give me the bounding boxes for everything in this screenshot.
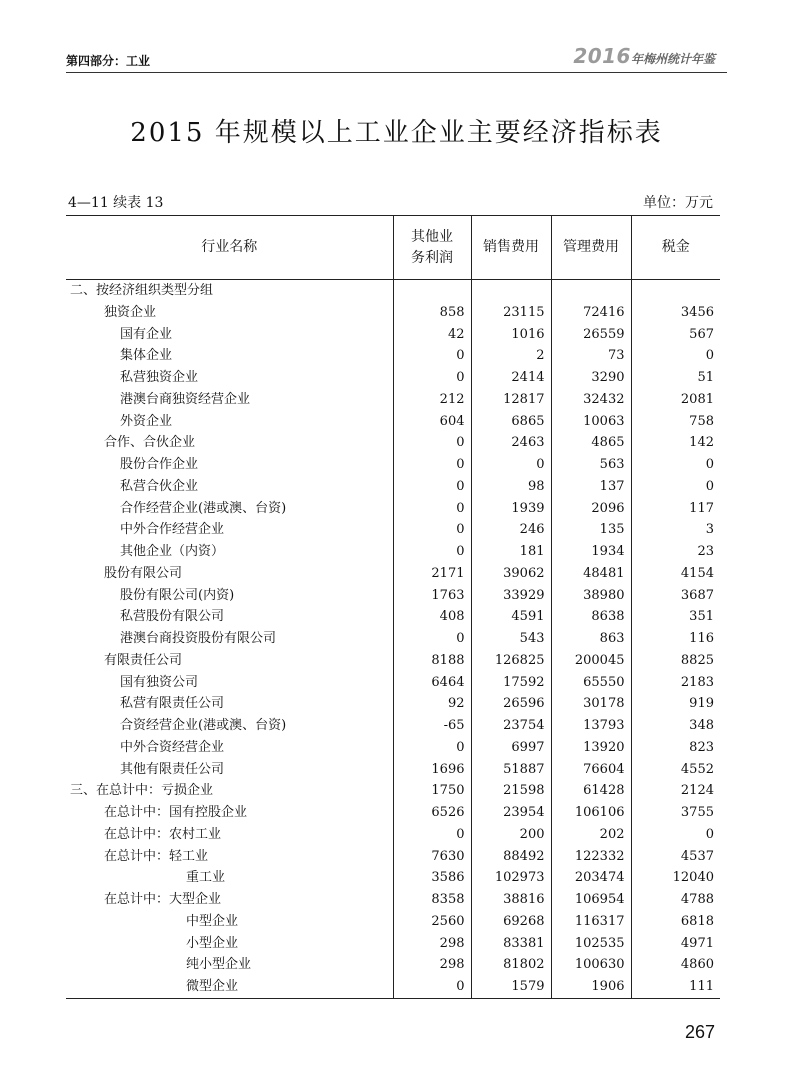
cell-tax: 3687 [631,585,720,607]
row-name: 微型企业 [66,976,393,998]
row-name: 私营股份有限公司 [120,609,225,625]
table-row [66,737,720,759]
row-name: 外资企业 [120,413,173,429]
cell-mgmt-cost: 1906 [551,976,631,998]
header-divider [66,72,727,73]
cell-sales-cost: 1579 [471,976,551,998]
table-row [66,759,720,781]
cell-other-profit: 858 [393,302,471,324]
table-row [66,911,720,933]
cell-mgmt-cost: 8638 [551,606,631,628]
cell-sales-cost: 1016 [471,324,551,346]
cell-other-profit [393,280,471,302]
cell-sales-cost: 39062 [471,563,551,585]
cell-sales-cost: 33929 [471,585,551,607]
cell-other-profit: 8188 [393,650,471,672]
cell-other-profit: 298 [393,954,471,976]
row-name: 纯小型企业 [186,957,252,973]
table-row [66,715,720,737]
cell-sales-cost: 17592 [471,672,551,694]
cell-sales-cost: 98 [471,476,551,498]
cell-tax: 116 [631,628,720,650]
row-name: 在总计中：大型企业 [104,892,222,907]
cell-mgmt-cost: 1934 [551,541,631,563]
row-name: 其他企业（内资） [120,544,225,559]
col-header-mgmt-cost: 管理费用 [551,216,631,280]
cell-sales-cost: 69268 [471,911,551,933]
table-row [66,606,720,628]
cell-mgmt-cost: 3290 [551,367,631,389]
table-body [66,280,720,999]
cell-sales-cost: 23954 [471,802,551,824]
cell-mgmt-cost: 137 [551,476,631,498]
cell-sales-cost: 88492 [471,846,551,868]
table-row [66,498,720,520]
cell-tax: 4552 [631,759,720,781]
cell-other-profit: 0 [393,498,471,520]
cell-other-profit: 0 [393,432,471,454]
row-name: 集体企业 [120,348,173,364]
row-name: 在总计中：国有控股企业 [104,805,248,820]
cell-other-profit: 0 [393,628,471,650]
cell-tax: 0 [631,345,720,367]
row-name: 股份有限公司(内资) [120,587,235,603]
cell-sales-cost: 2463 [471,432,551,454]
table-row [66,389,720,411]
row-name: 在总计中：农村工业 [104,826,222,842]
row-name: 股份合作企业 [120,457,199,472]
cell-sales-cost: 6865 [471,411,551,433]
cell-mgmt-cost: 100630 [551,954,631,976]
table-row [66,650,720,672]
cell-sales-cost: 6997 [471,737,551,759]
row-name: 中外合作经营企业 [120,522,225,538]
row-name: 三、在总计中：亏损企业 [70,783,214,799]
cell-sales-cost [471,280,551,302]
cell-other-profit: 408 [393,606,471,628]
row-name: 有限责任公司 [104,652,183,668]
cell-sales-cost: 0 [471,454,551,476]
cell-other-profit: 0 [393,454,471,476]
table-row [66,976,720,998]
cell-other-profit: 0 [393,345,471,367]
section-header: 第四部分：工业 [66,54,151,68]
cell-sales-cost: 200 [471,824,551,846]
cell-tax: 351 [631,606,720,628]
cell-mgmt-cost: 102535 [551,933,631,955]
cell-tax: 758 [631,411,720,433]
row-name: 其他有限责任公司 [120,761,225,777]
cell-sales-cost: 4591 [471,606,551,628]
cell-sales-cost: 181 [471,541,551,563]
col-header-name: 行业名称 [66,216,393,280]
cell-mgmt-cost [551,280,631,302]
cell-other-profit: 0 [393,976,471,998]
table-row [66,867,720,889]
cell-mgmt-cost: 135 [551,519,631,541]
row-name: 中型企业 [186,913,239,929]
cell-tax: 8825 [631,650,720,672]
row-name: 合资经营企业(港或澳、台资) [120,718,287,733]
row-name: 合作经营企业(港或澳、台资) [120,500,287,516]
cell-other-profit: 1763 [393,585,471,607]
cell-sales-cost: 1939 [471,498,551,520]
cell-tax: 51 [631,367,720,389]
cell-mgmt-cost: 106954 [551,889,631,911]
cell-sales-cost: 21598 [471,780,551,802]
yearbook-year: 2016 [573,44,631,68]
cell-other-profit: 0 [393,476,471,498]
cell-tax: 0 [631,454,720,476]
table-row [66,933,720,955]
cell-mgmt-cost: 13793 [551,715,631,737]
table-row [66,780,720,802]
cell-sales-cost: 83381 [471,933,551,955]
cell-mgmt-cost: 202 [551,824,631,846]
table-row [66,889,720,911]
cell-other-profit: 8358 [393,889,471,911]
cell-tax: 567 [631,324,720,346]
cell-mgmt-cost: 61428 [551,780,631,802]
cell-other-profit: 1750 [393,780,471,802]
table-row [66,954,720,976]
cell-sales-cost: 246 [471,519,551,541]
cell-sales-cost: 2414 [471,367,551,389]
cell-mgmt-cost: 563 [551,454,631,476]
table-row [66,541,720,563]
cell-tax: 2124 [631,780,720,802]
cell-mgmt-cost: 76604 [551,759,631,781]
cell-mgmt-cost: 32432 [551,389,631,411]
yearbook-header [573,44,715,68]
col-header-sales-cost: 销售费用 [471,216,551,280]
cell-sales-cost: 2 [471,345,551,367]
table-row [66,367,720,389]
row-name: 合作、合伙企业 [104,435,196,451]
cell-mgmt-cost: 4865 [551,432,631,454]
cell-tax: 12040 [631,867,720,889]
table-header [66,216,720,280]
page-title: 2015 年规模以上工业企业主要经济指标表 [130,118,663,148]
table-row [66,802,720,824]
cell-tax: 0 [631,824,720,846]
cell-other-profit: 212 [393,389,471,411]
table-row [66,302,720,324]
cell-sales-cost: 543 [471,628,551,650]
cell-tax: 919 [631,693,720,715]
cell-tax: 348 [631,715,720,737]
row-name: 在总计中：轻工业 [104,848,209,864]
indicator-table [66,215,720,999]
table-row [66,280,720,302]
cell-other-profit: 1696 [393,759,471,781]
col-header-other-profit-line1: 其他业 [411,228,453,245]
cell-other-profit: 92 [393,693,471,715]
row-name: 中外合资经营企业 [120,739,225,755]
cell-other-profit: 7630 [393,846,471,868]
cell-tax [631,280,720,302]
row-name: 重工业 [186,870,226,886]
table-row [66,411,720,433]
cell-mgmt-cost: 200045 [551,650,631,672]
col-header-other-profit-line2: 务利润 [411,249,453,266]
col-header-other-profit [393,216,471,280]
row-name: 二、按经济组织类型分组 [70,283,214,298]
row-name: 私营有限责任公司 [120,696,225,712]
cell-tax: 3456 [631,302,720,324]
cell-tax: 23 [631,541,720,563]
table-row [66,824,720,846]
table-row [66,432,720,454]
table-row [66,454,720,476]
cell-tax: 4154 [631,563,720,585]
row-name: 私营独资企业 [120,370,199,385]
row-name: 港澳台商投资股份有限公司 [120,631,277,646]
cell-tax: 142 [631,432,720,454]
cell-tax: 823 [631,737,720,759]
cell-other-profit: 42 [393,324,471,346]
table-row [66,693,720,715]
row-name: 小型企业 [186,935,239,951]
cell-tax: 3755 [631,802,720,824]
cell-other-profit: 0 [393,824,471,846]
table-row [66,672,720,694]
table-row [66,563,720,585]
cell-other-profit: 0 [393,367,471,389]
cell-sales-cost: 23115 [471,302,551,324]
page-number: 267 [684,1022,715,1042]
cell-sales-cost: 12817 [471,389,551,411]
table-row [66,628,720,650]
cell-sales-cost: 38816 [471,889,551,911]
cell-mgmt-cost: 38980 [551,585,631,607]
cell-sales-cost: 126825 [471,650,551,672]
cell-other-profit: 6464 [393,672,471,694]
cell-mgmt-cost: 106106 [551,802,631,824]
cell-other-profit: 0 [393,519,471,541]
cell-mgmt-cost: 65550 [551,672,631,694]
table-row [66,324,720,346]
row-name: 股份有限公司 [104,565,183,581]
cell-tax: 4537 [631,846,720,868]
cell-other-profit: 2171 [393,563,471,585]
row-name: 国有企业 [120,326,173,342]
cell-mgmt-cost: 2096 [551,498,631,520]
cell-tax: 4788 [631,889,720,911]
cell-tax: 6818 [631,911,720,933]
cell-mgmt-cost: 73 [551,345,631,367]
row-name: 私营合伙企业 [120,478,199,494]
cell-mgmt-cost: 863 [551,628,631,650]
cell-tax: 3 [631,519,720,541]
cell-sales-cost: 26596 [471,693,551,715]
cell-other-profit: 604 [393,411,471,433]
cell-mgmt-cost: 48481 [551,563,631,585]
cell-sales-cost: 51887 [471,759,551,781]
cell-sales-cost: 23754 [471,715,551,737]
row-name: 港澳台商独资经营企业 [120,391,251,407]
col-header-tax: 税金 [631,216,720,280]
cell-other-profit: -65 [393,715,471,737]
cell-tax: 4971 [631,933,720,955]
cell-mgmt-cost: 26559 [551,324,631,346]
table-row [66,345,720,367]
cell-other-profit: 0 [393,737,471,759]
cell-mgmt-cost: 30178 [551,693,631,715]
cell-mgmt-cost: 72416 [551,302,631,324]
table-row [66,519,720,541]
yearbook-name: 年梅州统计年鉴 [630,52,715,66]
cell-tax: 111 [631,976,720,998]
table-row [66,585,720,607]
cell-sales-cost: 102973 [471,867,551,889]
table-row [66,846,720,868]
unit-label: 单位：万元 [643,195,713,211]
table-id: 4—11 续表 13 [68,195,164,211]
cell-tax: 2081 [631,389,720,411]
cell-mgmt-cost: 116317 [551,911,631,933]
cell-tax: 0 [631,476,720,498]
cell-mgmt-cost: 203474 [551,867,631,889]
row-name: 国有独资公司 [120,674,199,690]
cell-other-profit: 6526 [393,802,471,824]
cell-other-profit: 2560 [393,911,471,933]
cell-tax: 4860 [631,954,720,976]
cell-other-profit: 298 [393,933,471,955]
cell-tax: 117 [631,498,720,520]
cell-tax: 2183 [631,672,720,694]
row-name: 独资企业 [104,304,157,320]
cell-sales-cost: 81802 [471,954,551,976]
cell-other-profit: 3586 [393,867,471,889]
cell-mgmt-cost: 13920 [551,737,631,759]
cell-mgmt-cost: 10063 [551,411,631,433]
cell-other-profit: 0 [393,541,471,563]
cell-mgmt-cost: 122332 [551,846,631,868]
table-row [66,476,720,498]
